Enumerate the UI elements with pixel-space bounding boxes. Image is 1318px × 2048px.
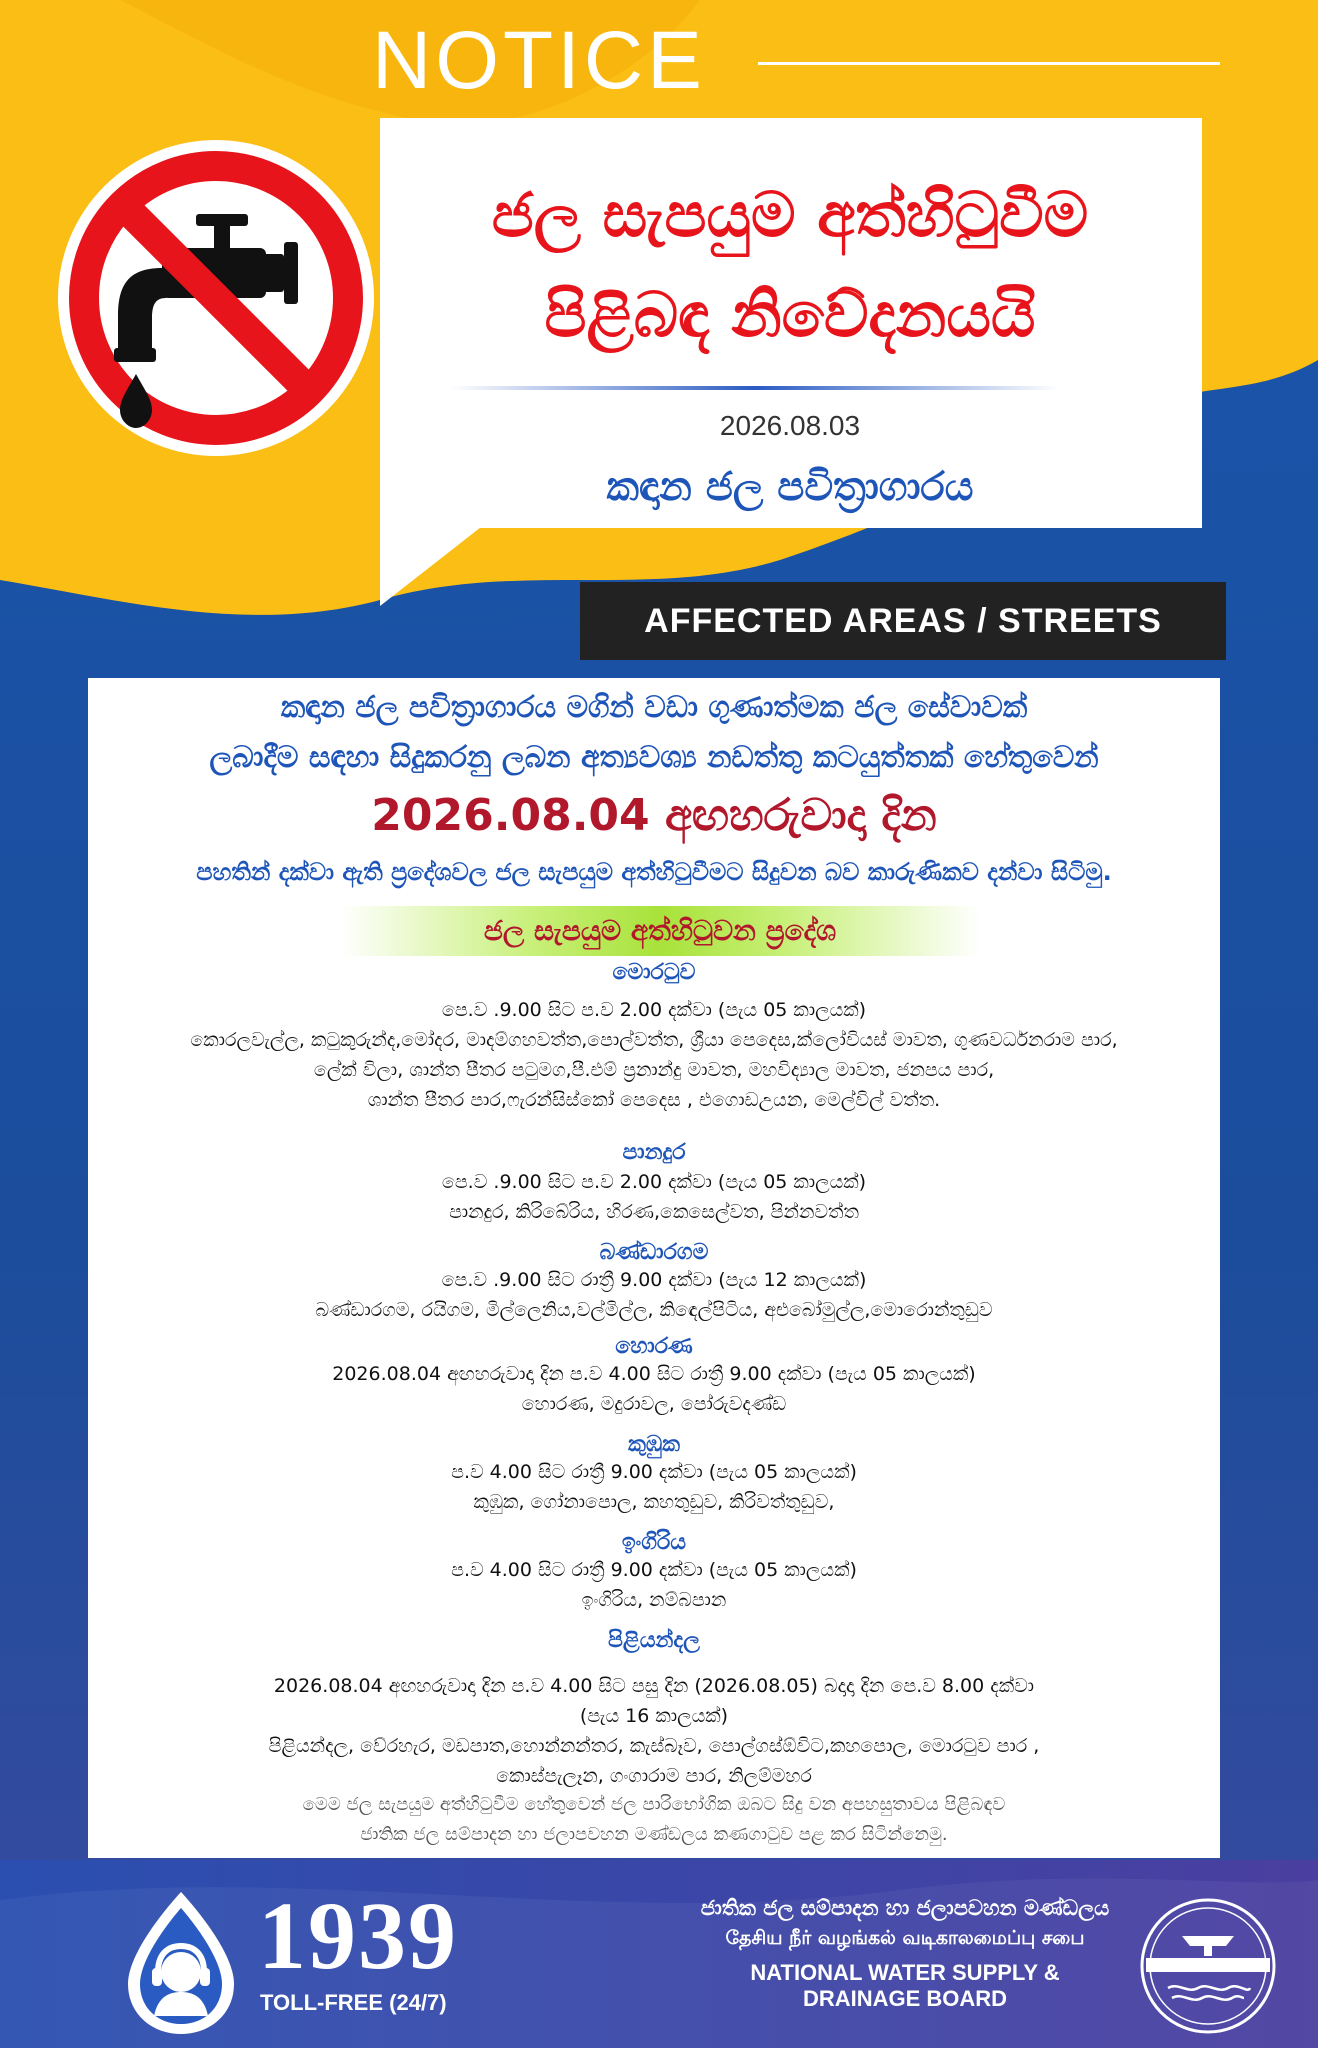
apology-line-2: ජාතික ජල සම්පාදන හා ජලාපවහන මණ්ඩලය කණගාටුව පළ කර සිටින්නෙමු. [360,1824,948,1845]
section-horana [88,1334,1220,1419]
title-line-1: ජල සැපයුම අත්හිටුවීම [491,178,1089,251]
board-name-english: NATIONAL WATER SUPPLY & DRAINAGE BOARD [750,1960,1060,2011]
section-moratuwa [88,960,1220,1115]
section-places: ඉංගිරිය, නම්බපාන [581,1589,727,1611]
section-time: 2026.08.04 අඟහරුවාදා දින ප.ව 4.00 සිට රාත්‍රී 9.00 දක්වා (පැය 05 කාලයක්) [332,1363,976,1385]
section-places: කුඹුක, ගෝනාපොල, කහතුඩුව, කිරිවත්තුඩුව, [473,1491,835,1513]
intro-line-2: ලබාදීම සඳහා සිදුකරනු ලබන අත්‍යවශ්‍ය නඩත්තු කටයුත්තක් හේතුවෙන් [209,740,1099,775]
board-name [690,1896,1120,2012]
section-time: ප.ව 4.00 සිට රාත්‍රී 9.00 දක්වා (පැය 05 කාලයක්) [451,1461,857,1483]
apology-note [88,1790,1220,1850]
section-kumbuka [88,1432,1220,1517]
title-line-2: පිළිබඳ නිවේදනයයි [544,278,1036,351]
section-name: ඉංගිරිය [621,1530,687,1555]
hotline-number: 1939 [258,1882,458,1989]
section-time: 2026.08.04 අඟහරුවාදා දින ප.ව 4.00 සිට පසු දින (2026.08.05) බදාදා දින පෙ.ව 8.00 දක්වා [273,1675,1035,1697]
section-time: පෙ.ව .9.00 සිට ප.ව 2.00 දක්වා (පැය 05 කාලයක්) [441,1171,867,1193]
nwsdb-logo [1138,1896,1278,2036]
section-panadura [88,1140,1220,1227]
section-name: කුඹුක [627,1432,681,1457]
bubble-tail [380,520,500,610]
outage-date: 2026.08.04 අඟහරුවාදා දින [371,790,937,841]
section-places: පිළියන්දල, වේරහැර, මඩපාත,හොන්නන්තර, කැස්බෑව, පොල්ගස්ඕවිට,කහපොල, මොරටුව පාර , [268,1735,1040,1757]
section-time: පෙ.ව .9.00 සිට ප.ව 2.00 දක්වා (පැය 05 කාලයක්) [441,999,867,1021]
section-name: හොරණ [615,1334,693,1359]
notice-date: 2026.08.03 [719,410,861,441]
no-water-tap-icon [56,138,376,458]
title-divider [450,386,1060,390]
section-time: ප.ව 4.00 සිට රාත්‍රී 9.00 දක්වා (පැය 05 කාලයක්) [451,1559,857,1581]
section-places: කොස්පැලෑන, ගංගාරාම පාර, නිලම්මහර [496,1765,812,1787]
section-places: කොරලවැල්ල, කටුකුරුන්ද,මෝදර, මාදම්ගහවත්ත,පොල්වත්ත, ශ්‍රීයා පෙදෙස,ක්ලෝවියස් මාවත, ගුණවර්ධනරාම පාර, [190,1029,1118,1051]
board-name-sinhala: ජාතික ජල සම්පාදන හා ජලාපවහන මණ්ඩලය [700,1896,1110,1920]
section-duration: (පැය 16 කාලයක්) [579,1705,729,1727]
intro-line-3: පහතින් දක්වා ඇති ප්‍රදේශවල ජල සැපයුම අත්හිටුවීමට සිදුවන බව කාරුණිකව දන්වා සිටිමු. [196,858,1112,886]
section-places: ශාන්ත පීතර පාර,ෆැරන්සිස්කෝ පෙදෙස , එගොඩඋයන, මෙල්විල් වත්ත. [367,1089,941,1111]
section-piliyandala [88,1628,1220,1791]
intro-line-1: කඳාන ජල පවිත්‍රාගාරය මගින් වඩා ගුණාත්මක ජල සේවාවක් [280,690,1028,725]
section-time: පෙ.ව .9.00 සිට රාත්‍රී 9.00 දක්වා (පැය 12 කාලයක්) [441,1269,867,1291]
section-bandaragama [88,1240,1220,1325]
affected-areas-heading: ජල සැපයුම අත්හිටුවන ප්‍රදේශ [340,906,980,956]
section-places: ලේක් විලා, ශාන්ත පීතර පටුමග,පී.එම් ප්‍රනාන්දු මාවත, මහවිද්‍යාල මාවත, ජනපය පාර, [313,1059,995,1081]
section-places: පානදුර, කිරිබේරිය, හිරණ,කෙසෙල්වත, පින්නවත්ත [449,1201,859,1223]
call-center-icon [114,1888,248,2038]
affected-areas-banner: AFFECTED AREAS / STREETS [580,582,1226,660]
toll-free-label: TOLL-FREE (24/7) [260,1990,447,2015]
plant-name: කඳාන ජල පවිත්‍රාගාරය [606,464,974,510]
apology-line-1: මෙම ජල සැපයුම අත්හිටුවීම හේතුවෙන් ජල පාරිභෝගික ඔබට සිදු වන අපහසුතාවය පිළිබඳව [302,1794,1006,1815]
section-ingiriya [88,1530,1220,1615]
section-name: මොරටුව [612,960,696,985]
section-name: පානදුර [622,1140,686,1165]
notice-underline [758,62,1220,65]
section-name: බණ්ඩාරගම [599,1240,709,1265]
board-name-tamil: தேசிய நீர் வழங்கல் வடிகாலமைப்பு சபை [725,1927,1085,1949]
notice-title: NOTICE [372,15,706,106]
section-places: හොරණ, මදුරාවල, පෝරුවදණ්ඩ [521,1393,787,1415]
section-name: පිළියන්දල [608,1628,700,1653]
section-places: බණ්ඩාරගම, රයිගම, මිල්ලෙනිය,වල්මිල්ල, කිඳෙල්පිටිය, අළුබෝමුල්ල,මොරොන්තුඩුව [315,1299,993,1321]
